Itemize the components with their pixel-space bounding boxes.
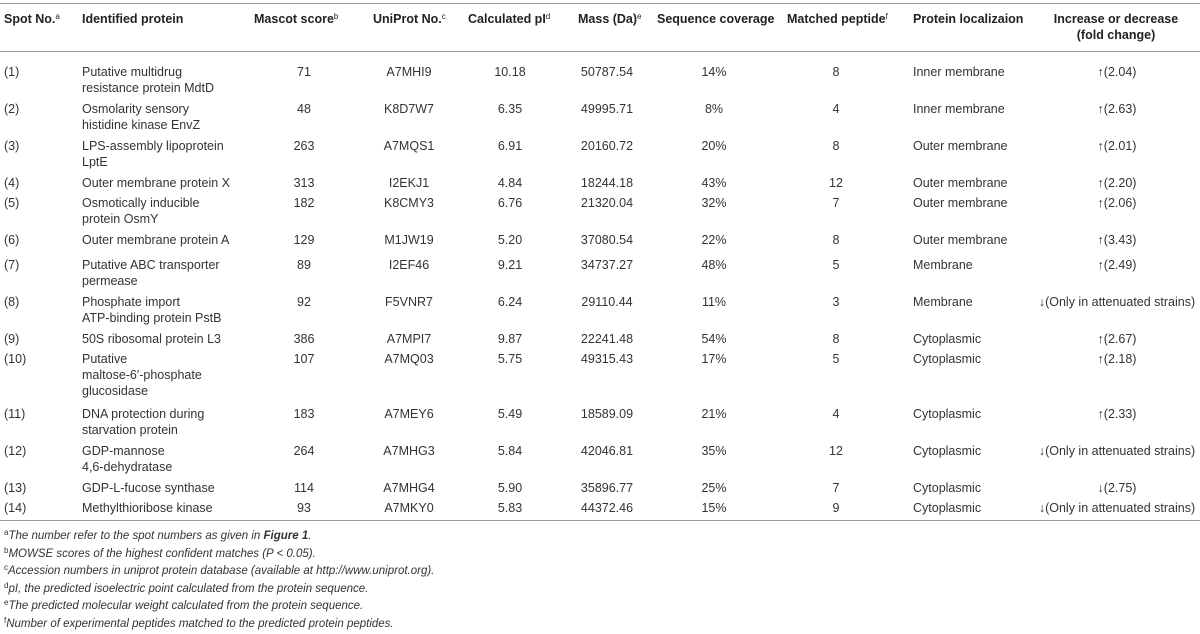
protein-name-line: 4,6-dehydratase (82, 460, 173, 474)
cell-peptide: 4 (832, 102, 840, 116)
header-change: Increase or decrease (fold change) (1053, 12, 1179, 42)
cell-coverage: 35% (701, 444, 727, 458)
cell-protein (82, 195, 252, 227)
cell-localization: Cytoplasmic (913, 407, 982, 421)
protein-name-line: Outer membrane protein A (82, 233, 230, 247)
cell-mascot: 129 (293, 233, 315, 247)
footnote-marker: b (4, 545, 9, 555)
cell-mascot: 182 (293, 196, 315, 210)
cell-spot: (3) (4, 139, 20, 153)
protein-name-line: DNA protection during (82, 407, 205, 421)
cell-coverage: 11% (701, 295, 727, 309)
cell-mass: 20160.72 (580, 139, 634, 153)
cell-coverage: 22% (701, 233, 727, 247)
cell-pi: 4.84 (497, 176, 523, 190)
cell-localization: Outer membrane (913, 196, 1008, 210)
cell-localization: Cytoplasmic (913, 332, 982, 346)
cell-change: ↑(2.33) (1097, 407, 1137, 421)
cell-protein (82, 257, 252, 289)
cell-coverage: 15% (701, 501, 727, 515)
protein-name-line: protein OsmY (82, 212, 159, 226)
header-localization: Protein localizaion (913, 12, 1024, 26)
protein-name-line: Osmolarity sensory (82, 102, 189, 116)
cell-mass: 29110.44 (581, 295, 633, 309)
footnote-marker: f (4, 616, 7, 625)
cell-coverage: 25% (701, 481, 727, 495)
cell-spot: (8) (4, 295, 20, 309)
footnote-f (4, 617, 394, 632)
cell-change: ↓(Only in attenuated strains) (1038, 501, 1196, 515)
cell-pi: 5.49 (497, 407, 523, 421)
cell-protein (82, 64, 252, 96)
cell-protein (82, 406, 252, 438)
protein-name-line: Putative ABC transporter (82, 258, 220, 272)
cell-change: ↑(2.67) (1097, 332, 1137, 346)
cell-protein (82, 175, 252, 191)
cell-mass: 35896.77 (580, 481, 634, 495)
cell-uniprot: A7MKY0 (384, 501, 434, 515)
cell-uniprot: A7MHG4 (383, 481, 435, 495)
protein-name-line: ATP-binding protein PstB (82, 311, 222, 325)
cell-mascot: 89 (297, 258, 311, 272)
cell-spot: (14) (4, 501, 27, 515)
cell-localization: Outer membrane (913, 139, 1008, 153)
cell-coverage: 54% (701, 332, 727, 346)
cell-mascot: 114 (294, 481, 314, 495)
cell-peptide: 5 (832, 352, 840, 366)
cell-mass: 21320.04 (580, 196, 634, 210)
cell-localization: Outer membrane (913, 176, 1008, 190)
cell-coverage: 8% (704, 102, 724, 116)
cell-protein (82, 331, 252, 347)
cell-mascot: 263 (293, 139, 315, 153)
figure-reference: Figure 1 (263, 530, 309, 542)
cell-mass: 49315.43 (580, 352, 634, 366)
cell-mass: 22241.48 (580, 332, 634, 346)
cell-mass: 49995.71 (580, 102, 634, 116)
cell-pi: 5.84 (497, 444, 523, 458)
cell-coverage: 43% (701, 176, 727, 190)
cell-localization: Membrane (913, 295, 973, 309)
cell-pi: 10.18 (494, 65, 526, 79)
protein-name-line: GDP-mannose (82, 444, 165, 458)
cell-protein (82, 138, 252, 170)
cell-coverage: 17% (701, 352, 727, 366)
cell-mascot: 107 (293, 352, 315, 366)
header-spot: Spot No.$^a$ (4, 12, 60, 26)
cell-uniprot: A7MEY6 (384, 407, 434, 421)
cell-pi: 5.75 (497, 352, 523, 366)
header-coverage: Sequence coverage (657, 12, 775, 26)
footnote-text: The number refer to the spot numbers as given in (8, 530, 264, 542)
cell-change: ↑(2.01) (1097, 139, 1137, 153)
cell-spot: (6) (4, 233, 20, 247)
cell-pi: 6.24 (497, 295, 523, 309)
protein-name-line: Osmotically inducible (82, 196, 200, 210)
cell-change: ↓(2.75) (1097, 481, 1137, 495)
cell-protein (82, 351, 252, 399)
footnote-d (4, 582, 368, 597)
cell-peptide: 8 (832, 233, 840, 247)
cell-change: ↑(2.04) (1097, 65, 1137, 79)
cell-mass: 18589.09 (580, 407, 634, 421)
protein-name-line: 50S ribosomal protein L3 (82, 332, 221, 346)
cell-uniprot: K8D7W7 (383, 102, 435, 116)
cell-pi: 5.20 (497, 233, 523, 247)
cell-mass: 37080.54 (580, 233, 634, 247)
cell-mass: 44372.46 (580, 501, 634, 515)
cell-localization: Inner membrane (913, 65, 1005, 79)
cell-spot: (1) (4, 65, 20, 79)
cell-uniprot: I2EF46 (388, 258, 430, 272)
cell-protein (82, 232, 252, 248)
cell-protein (82, 500, 252, 516)
cell-spot: (10) (4, 352, 27, 366)
cell-localization: Cytoplasmic (913, 444, 982, 458)
cell-pi: 9.21 (497, 258, 523, 272)
cell-uniprot: A7MPI7 (386, 332, 432, 346)
header-peptide: Matched peptide$^f$ (787, 12, 888, 26)
protein-name-line: Outer membrane protein X (82, 176, 230, 190)
cell-pi: 5.90 (497, 481, 523, 495)
cell-spot: (11) (4, 407, 26, 421)
cell-pi: 6.91 (497, 139, 523, 153)
cell-mass: 42046.81 (580, 444, 634, 458)
protein-name-line: LPS-assembly lipoprotein (82, 139, 224, 153)
cell-localization: Membrane (913, 258, 973, 272)
cell-mascot: 93 (297, 501, 311, 515)
cell-mascot: 313 (293, 176, 315, 190)
cell-localization: Inner membrane (913, 102, 1005, 116)
footnote-marker: a (4, 528, 9, 537)
cell-coverage: 20% (701, 139, 727, 153)
protein-name-line: starvation protein (82, 423, 178, 437)
footnote-text: Number of experimental peptides matched to the predicted protein peptides. (6, 618, 394, 630)
cell-uniprot: A7MQS1 (383, 139, 435, 153)
cell-change: ↓(Only in attenuated strains) (1038, 295, 1196, 309)
cell-peptide: 8 (832, 139, 840, 153)
cell-coverage: 21% (701, 407, 727, 421)
protein-name-line: glucosidase (82, 384, 149, 398)
cell-mascot: 264 (293, 444, 315, 458)
cell-pi: 5.83 (497, 501, 523, 515)
footnote-marker: e (4, 598, 9, 608)
footnote-text: pI, the predicted isoelectric point calculated from the protein sequence. (8, 582, 369, 595)
cell-spot: (4) (4, 176, 20, 190)
cell-peptide: 3 (832, 295, 840, 309)
cell-coverage: 14% (701, 65, 727, 79)
bottom-rule (0, 520, 1200, 521)
cell-protein (82, 480, 252, 496)
cell-mascot: 71 (297, 65, 311, 79)
cell-spot: (13) (4, 481, 27, 495)
protein-name-line: resistance protein MdtD (82, 81, 215, 95)
protein-name-line: Phosphate import (82, 295, 180, 309)
cell-peptide: 7 (832, 196, 840, 210)
cell-peptide: 7 (832, 481, 840, 495)
cell-localization: Cytoplasmic (913, 352, 982, 366)
header-pi: Calculated $pI^d$ (468, 12, 551, 26)
cell-mascot: 48 (297, 102, 311, 116)
top-rule (0, 3, 1200, 4)
cell-pi: 6.76 (497, 196, 523, 210)
footnote-a (4, 529, 311, 544)
cell-peptide: 8 (832, 332, 840, 346)
cell-spot: (5) (4, 196, 20, 210)
cell-protein (82, 443, 252, 475)
protein-name-line: GDP-L-fucose synthase (82, 481, 215, 495)
header-mascot: Mascot score$^b$ (254, 12, 339, 26)
cell-uniprot: M1JW19 (384, 233, 434, 247)
cell-change: ↑(2.18) (1097, 352, 1137, 366)
cell-spot: (7) (4, 258, 20, 272)
footnote-text: MOWSE scores of the highest confident matches (P < 0.05). (8, 547, 316, 560)
cell-localization: Cytoplasmic (913, 481, 982, 495)
cell-change: ↓(Only in attenuated strains) (1038, 444, 1196, 458)
header-uniprot: UniProt No.$^c$ (373, 12, 446, 26)
cell-uniprot: A7MQ03 (384, 352, 434, 366)
footnote-e (4, 599, 363, 614)
cell-change: ↑(2.63) (1097, 102, 1137, 116)
cell-spot: (9) (4, 332, 20, 346)
cell-pi: 6.35 (497, 102, 523, 116)
cell-protein (82, 294, 252, 326)
cell-peptide: 5 (832, 258, 840, 272)
cell-coverage: 32% (701, 196, 727, 210)
cell-uniprot: A7MHI9 (386, 65, 432, 79)
protein-name-line: Putative multidrug (82, 65, 183, 79)
cell-spot: (12) (4, 444, 27, 458)
footnote-text: Accession numbers in uniprot protein database (available at http://www.uniprot.org). (8, 565, 435, 578)
cell-mass: 34737.27 (580, 258, 634, 272)
cell-change: ↑(3.43) (1097, 233, 1137, 247)
cell-peptide: 12 (829, 444, 843, 458)
cell-peptide: 8 (832, 65, 840, 79)
protein-name-line: histidine kinase EnvZ (82, 118, 201, 132)
protein-name-line: permease (82, 274, 138, 288)
cell-uniprot: I2EKJ1 (388, 176, 430, 190)
cell-protein (82, 101, 252, 133)
cell-mascot: 386 (293, 332, 315, 346)
protein-name-line: Putative (82, 352, 128, 366)
cell-change: ↑(2.06) (1097, 196, 1137, 210)
cell-mascot: 183 (293, 407, 315, 421)
protein-name-line: LptE (82, 155, 108, 169)
footnote-marker: d (4, 580, 9, 590)
footnote-c (4, 564, 434, 579)
cell-peptide: 4 (832, 407, 840, 421)
cell-mass: 18244.18 (580, 176, 634, 190)
header-mass: Mass $(Da)^e$ (578, 12, 642, 26)
footnote-text: The predicted molecular weight calculated from the protein sequence. (8, 600, 364, 613)
cell-change: ↑(2.20) (1097, 176, 1137, 190)
cell-peptide: 9 (832, 501, 840, 515)
header-protein: Identified protein (82, 12, 184, 26)
cell-mass: 50787.54 (580, 65, 634, 79)
cell-peptide: 12 (829, 176, 843, 190)
protein-name-line: Methylthioribose kinase (82, 501, 213, 515)
footnote-marker: c (4, 563, 8, 573)
footnote-b (4, 547, 316, 562)
footnote-text-end: . (308, 530, 312, 542)
cell-localization: Outer membrane (913, 233, 1008, 247)
cell-change: ↑(2.49) (1097, 258, 1137, 272)
cell-uniprot: K8CMY3 (383, 196, 435, 210)
cell-uniprot: A7MHG3 (383, 444, 435, 458)
cell-pi: 9.87 (497, 332, 523, 346)
protein-name-line: maltose-6′-phosphate (82, 368, 202, 382)
cell-uniprot: F5VNR7 (385, 295, 433, 309)
cell-mascot: 92 (297, 295, 311, 309)
cell-coverage: 48% (701, 258, 727, 272)
header-rule (0, 51, 1200, 52)
cell-spot: (2) (4, 102, 20, 116)
cell-localization: Cytoplasmic (913, 501, 982, 515)
